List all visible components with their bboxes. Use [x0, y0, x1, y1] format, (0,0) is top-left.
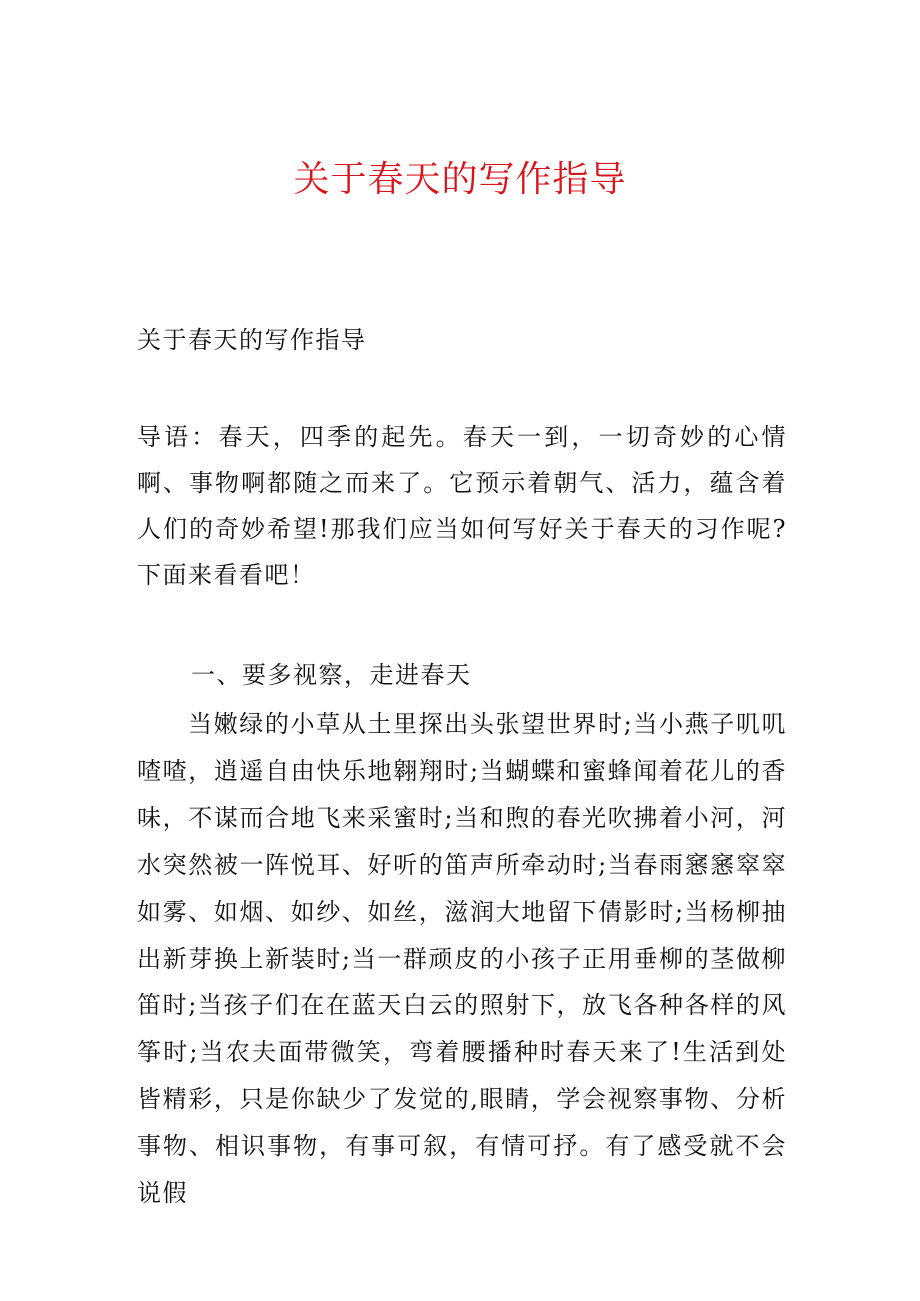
document-subtitle: 关于春天的写作指导	[137, 326, 367, 354]
intro-paragraph: 导语：春天，四季的起先。春天一到，一切奇妙的心情啊、事物啊都随之而来了。它预示着朝气、活力，蕴含着人们的奇妙希望!那我们应当如何写好关于春天的习作呢?下面来看看吧！	[137, 423, 787, 589]
section-paragraph: 当嫩绿的小草从土里探出头张望世界时;当小燕子叽叽喳喳，逍遥自由快乐地翱翔时;当蝴蝶和蜜蜂闻着花儿的香味，不谋而合地飞来采蜜时;当和煦的春光吹拂着小河，河水突然被一阵悦耳、好听的笛声所牵动时;当春雨窸窸窣窣如雾、如烟、如纱、如丝，滋润大地留下倩影时;当杨柳抽出新芽换上新装时;当一群顽皮的小孩子正用垂柳的茎做柳笛时;当孩子们在在蓝天白云的照射下，放飞各种各样的风筝时;当农夫面带微笑，弯着腰播种时春天来了!生活到处皆精彩，只是你缺少了发觉的,眼睛，学会视察事物、分析事物、相识事物，有事可叙，有情可抒。有了感受就不会说假	[137, 710, 787, 1208]
section-heading: 一、要多视察，走进春天	[191, 661, 472, 689]
document-title: 关于春天的写作指导	[293, 159, 627, 200]
